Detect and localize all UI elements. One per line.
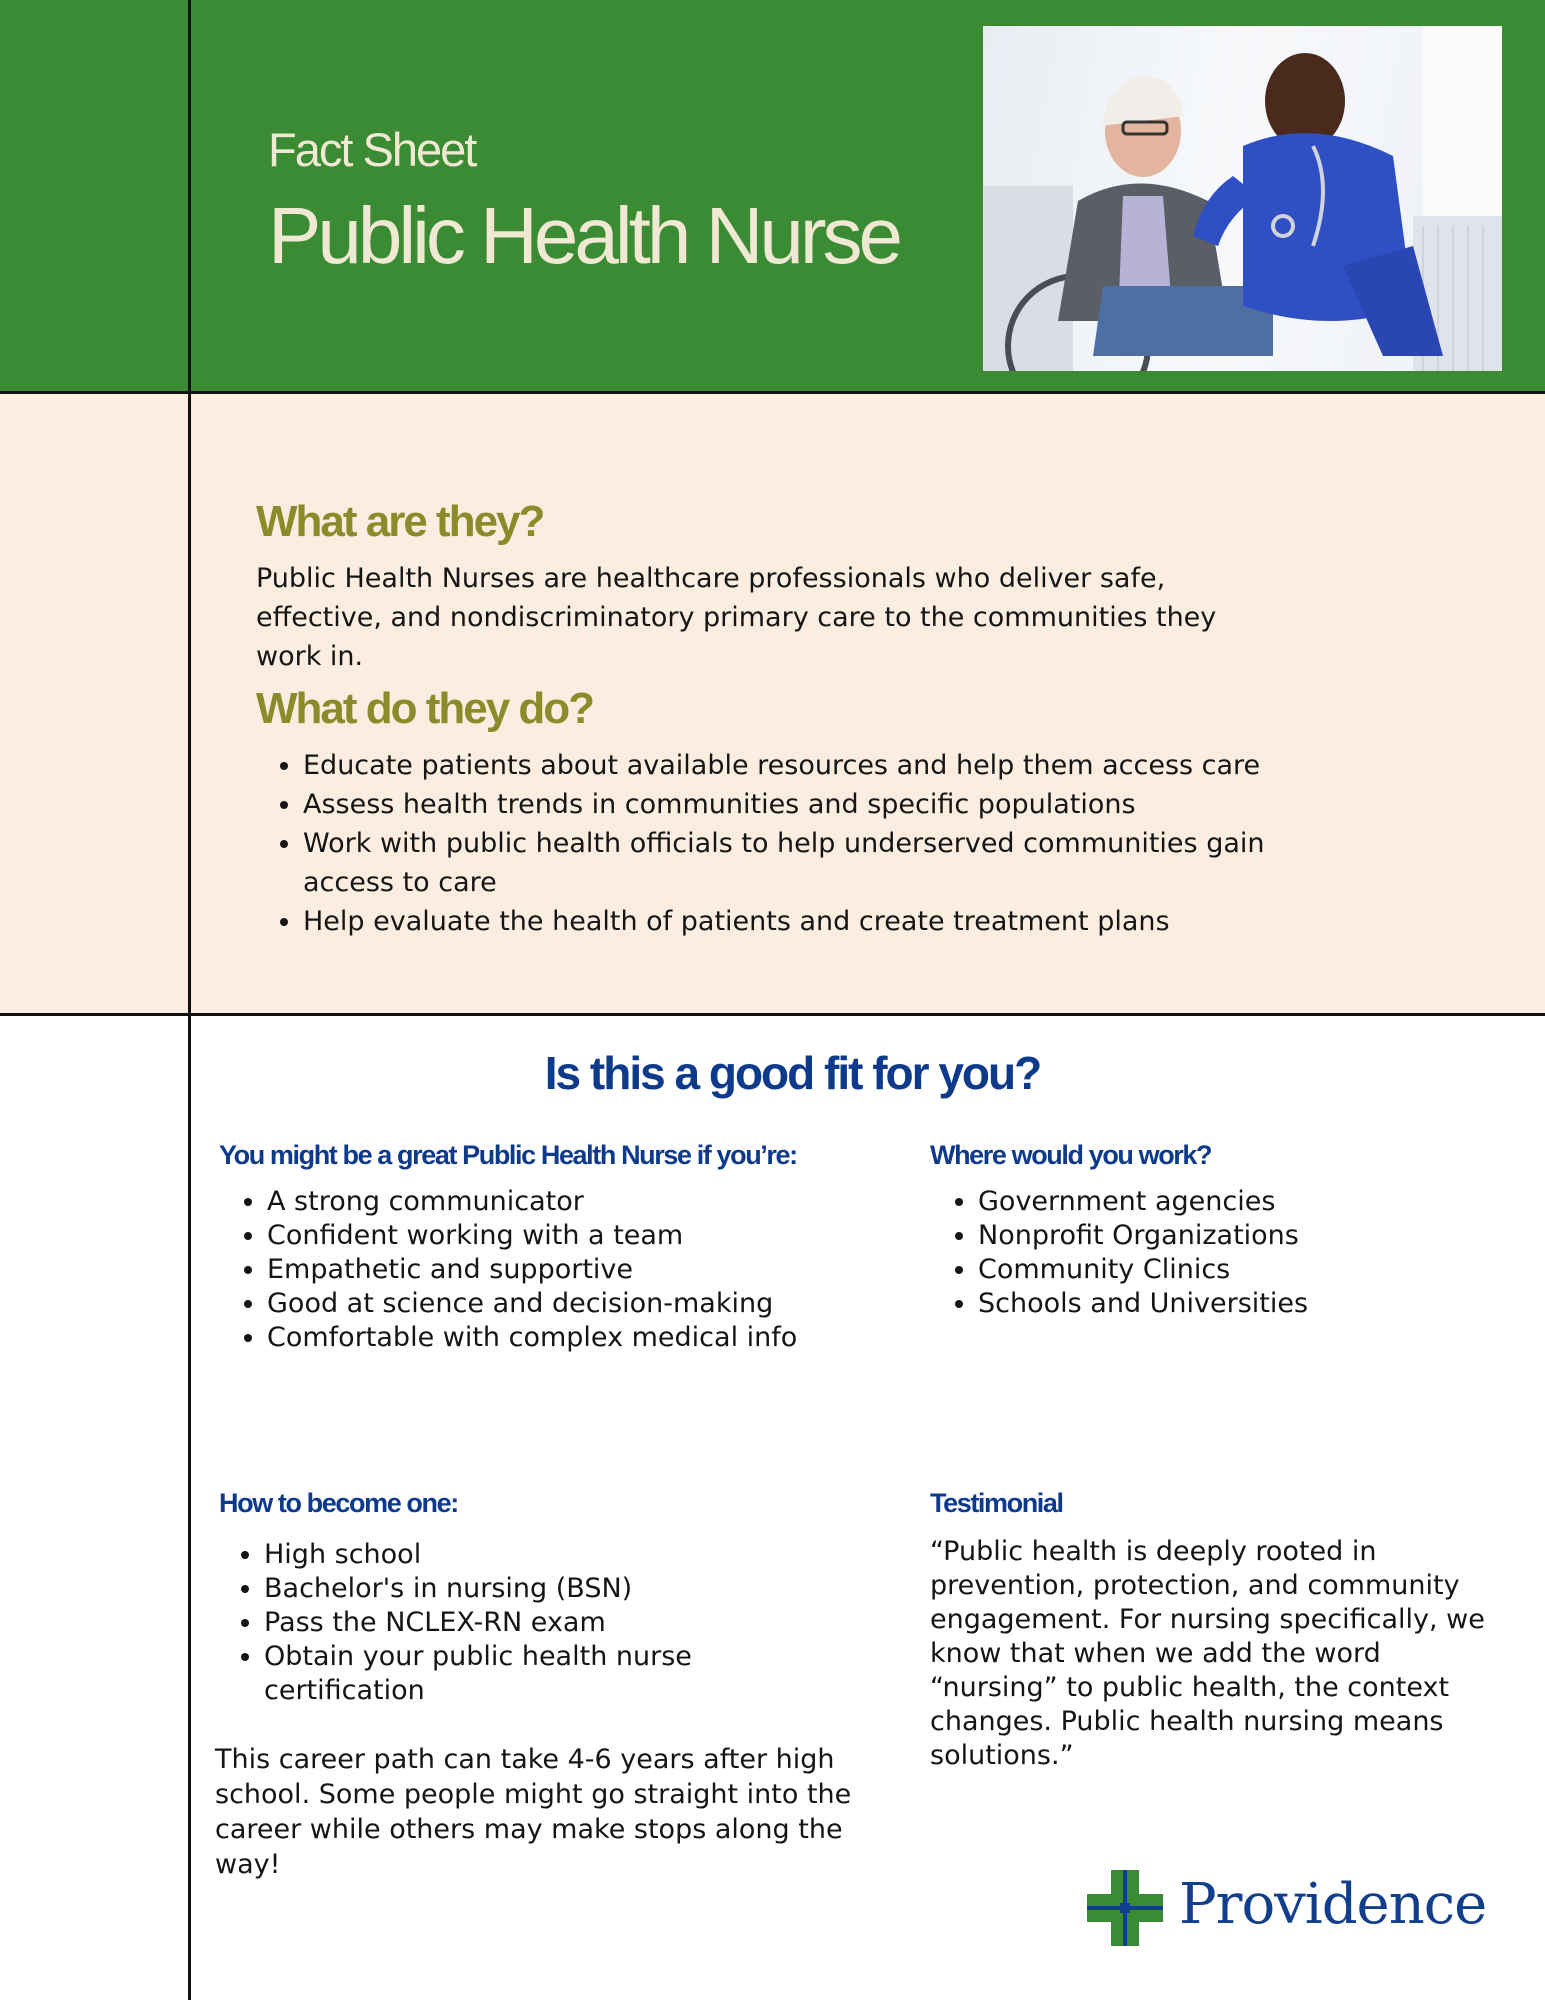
page-title: Public Health Nurse bbox=[268, 191, 899, 280]
eyebrow-label: Fact Sheet bbox=[268, 123, 476, 176]
margin-rule bbox=[188, 0, 191, 2000]
testimonial-heading: Testimonial bbox=[930, 1488, 1063, 1518]
list-item: • A strong communicator bbox=[267, 1185, 827, 1219]
list-item: • Good at science and decision-making bbox=[267, 1287, 827, 1321]
list-item: • Nonprofit Organizations bbox=[978, 1219, 1538, 1253]
divider-top bbox=[0, 391, 1545, 394]
what-are-they-text: Public Health Nurses are healthcare professionals who deliver safe, effective, and nondiscriminatory primary care to the communities they work in. bbox=[256, 563, 1217, 672]
list-item: • Schools and Universities bbox=[978, 1287, 1538, 1321]
list-item: • Comfortable with complex medical info bbox=[267, 1321, 827, 1355]
hero-photo bbox=[983, 26, 1502, 371]
providence-logo bbox=[1087, 1870, 1487, 1950]
career-path-note: This career path can take 4-6 years after high school. Some people might go straight into the career while others may make stops along the way! bbox=[215, 1744, 852, 1880]
list-item: • Pass the NCLEX-RN exam bbox=[264, 1606, 804, 1640]
list-item: • Community Clinics bbox=[978, 1253, 1538, 1287]
logo-wordmark: Providence bbox=[1179, 1872, 1487, 1937]
providence-cross-icon bbox=[1087, 1870, 1163, 1946]
list-item: • Bachelor's in nursing (BSN) bbox=[264, 1572, 804, 1606]
list-item: • Empathetic and supportive bbox=[267, 1253, 827, 1287]
divider-middle bbox=[0, 1013, 1545, 1016]
fit-heading: Is this a good fit for you? bbox=[544, 1047, 1041, 1099]
workplaces-list bbox=[930, 1185, 1538, 1321]
what-are-they-heading: What are they? bbox=[256, 497, 544, 546]
become-list bbox=[216, 1538, 804, 1708]
list-item: • Assess health trends in communities and specific populations bbox=[303, 785, 1303, 824]
list-item: • Educate patients about available resources and help them access care bbox=[303, 746, 1303, 785]
list-item: • Obtain your public health nurse certification bbox=[264, 1640, 804, 1708]
traits-heading: You might be a great Public Health Nurse if you’re: bbox=[219, 1140, 797, 1170]
list-item: • Confident working with a team bbox=[267, 1219, 827, 1253]
workplaces-heading: Where would you work? bbox=[930, 1140, 1212, 1170]
list-item: • Work with public health officials to help underserved communities gain access to care bbox=[303, 824, 1303, 902]
list-item: • High school bbox=[264, 1538, 804, 1572]
list-item: • Help evaluate the health of patients and create treatment plans bbox=[303, 902, 1303, 941]
testimonial-quote: “Public health is deeply rooted in prevention, protection, and community engagement. For nursing specifically, we know that when we add the word “nursing” to public health, the context changes. Public health nursing means solutions.” bbox=[930, 1536, 1485, 1771]
traits-list bbox=[219, 1185, 827, 1355]
list-item: • Government agencies bbox=[978, 1185, 1538, 1219]
duties-list bbox=[255, 746, 1303, 941]
become-heading: How to become one: bbox=[219, 1488, 458, 1518]
what-do-they-do-heading: What do they do? bbox=[256, 684, 594, 733]
